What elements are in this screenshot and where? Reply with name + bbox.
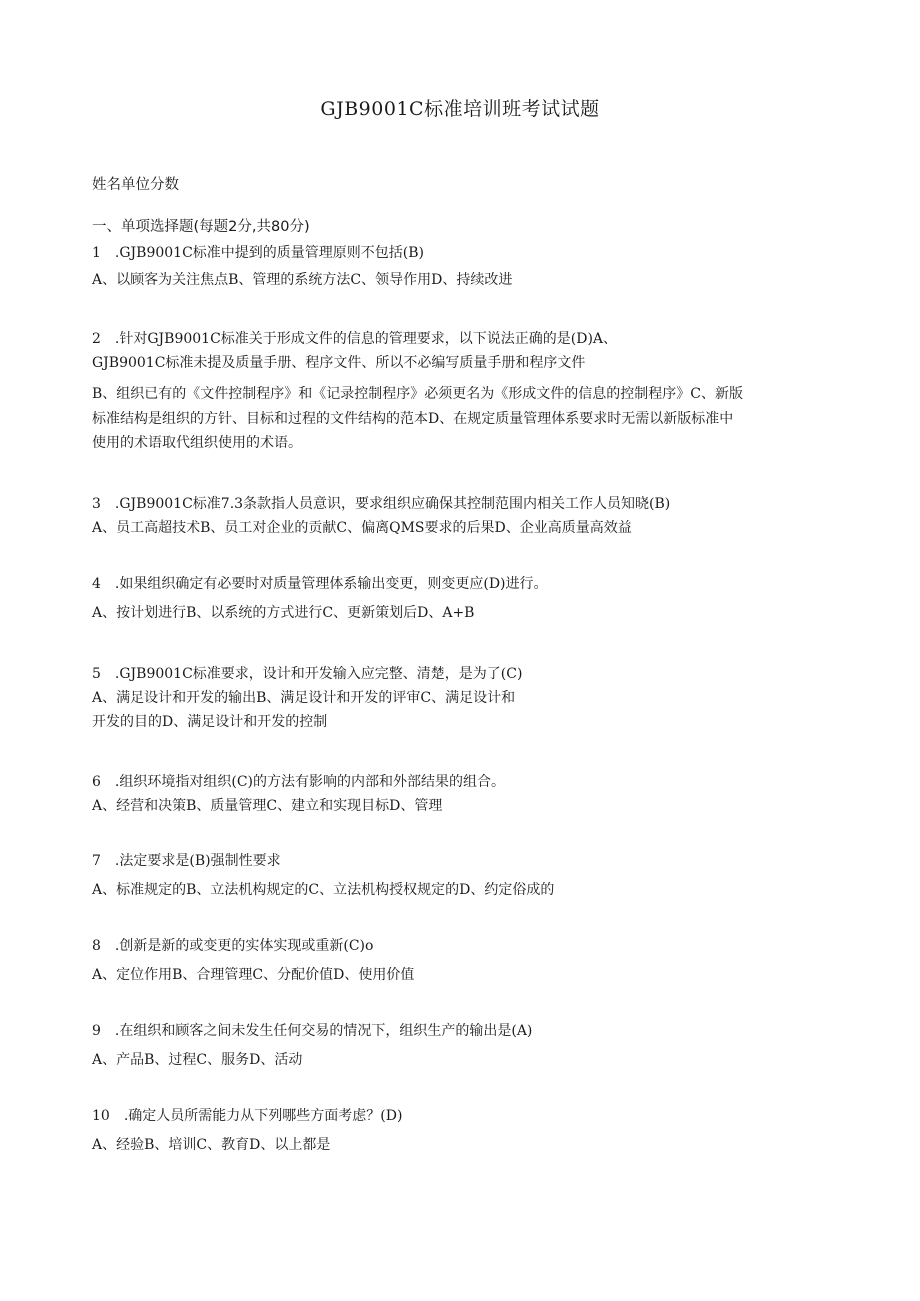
question-2-option-line: 使用的术语取代组织使用的术语。: [92, 435, 302, 451]
question-1-stem: 1 .GJB9001C标准中提到的质量管理原则不包括(B): [92, 245, 424, 261]
question-9-stem: 9 .在组织和顾客之间未发生任何交易的情况下，组织生产的输出是(A): [92, 1023, 533, 1039]
question-10-options: A、经验B、培训C、教育D、以上都是: [92, 1137, 331, 1153]
question-1-options: A、以顾客为关注焦点B、管理的系统方法C、领导作用D、持续改进: [92, 272, 513, 288]
question-6-options: A、经营和决策B、质量管理C、建立和实现目标D、管理: [92, 798, 443, 814]
question-3-options: A、员工高超技术B、员工对企业的贡献C、偏离QMS要求的后果D、企业高质量高效益: [92, 520, 632, 536]
question-7-stem: 7 .法定要求是(B)强制性要求: [92, 853, 281, 869]
question-3-stem: 3 .GJB9001C标准7.3条款指人员意识，要求组织应确保其控制范围内相关工作人员知晓(B): [92, 496, 671, 512]
question-2-option-line: B、组织已有的《文件控制程序》和《记录控制程序》必须更名为《形成文件的信息的控制程序》C、新版: [92, 386, 743, 402]
question-10-stem: 10 .确定人员所需能力从下列哪些方面考虑？(D): [92, 1108, 403, 1124]
question-8-stem: 8 .创新是新的或变更的实体实现或重新(C)o: [92, 938, 374, 954]
question-5-options: 开发的目的D、满足设计和开发的控制: [92, 714, 328, 730]
question-6-stem: 6 .组织环境指对组织(C)的方法有影响的内部和外部结果的组合。: [92, 774, 505, 790]
question-4-options: A、按计划进行B、以系统的方式进行C、更新策划后D、A+B: [92, 605, 475, 621]
question-9-options: A、产品B、过程C、服务D、活动: [92, 1052, 303, 1068]
page-title: GJB9001C标准培训班考试试题: [320, 98, 600, 120]
question-7-options: A、标准规定的B、立法机构规定的C、立法机构授权规定的D、约定俗成的: [92, 882, 555, 898]
question-4-stem: 4 .如果组织确定有必要时对质量管理体系输出变更，则变更应(D)进行。: [92, 576, 548, 592]
question-5-options: A、满足设计和开发的输出B、满足设计和开发的评审C、满足设计和: [92, 690, 516, 706]
question-2-option-line: GJB9001C标准未提及质量手册、程序文件、所以不必编写质量手册和程序文件: [92, 355, 586, 371]
question-2-option-line: 标准结构是组织的方针、目标和过程的文件结构的范本D、在规定质量管理体系要求时无需以新版标准中: [92, 411, 734, 427]
header-fields: 姓名单位分数: [92, 177, 179, 193]
question-8-options: A、定位作用B、合理管理C、分配价值D、使用价值: [92, 967, 415, 983]
question-5-stem: 5 .GJB9001C标准要求，设计和开发输入应完整、清楚，是为了(C): [92, 666, 523, 682]
question-2-stem: 2 .针对GJB9001C标准关于形成文件的信息的管理要求，以下说法正确的是(D)A、: [92, 331, 618, 347]
section-heading: 一、单项选择题(每题2分,共80分): [92, 219, 310, 235]
